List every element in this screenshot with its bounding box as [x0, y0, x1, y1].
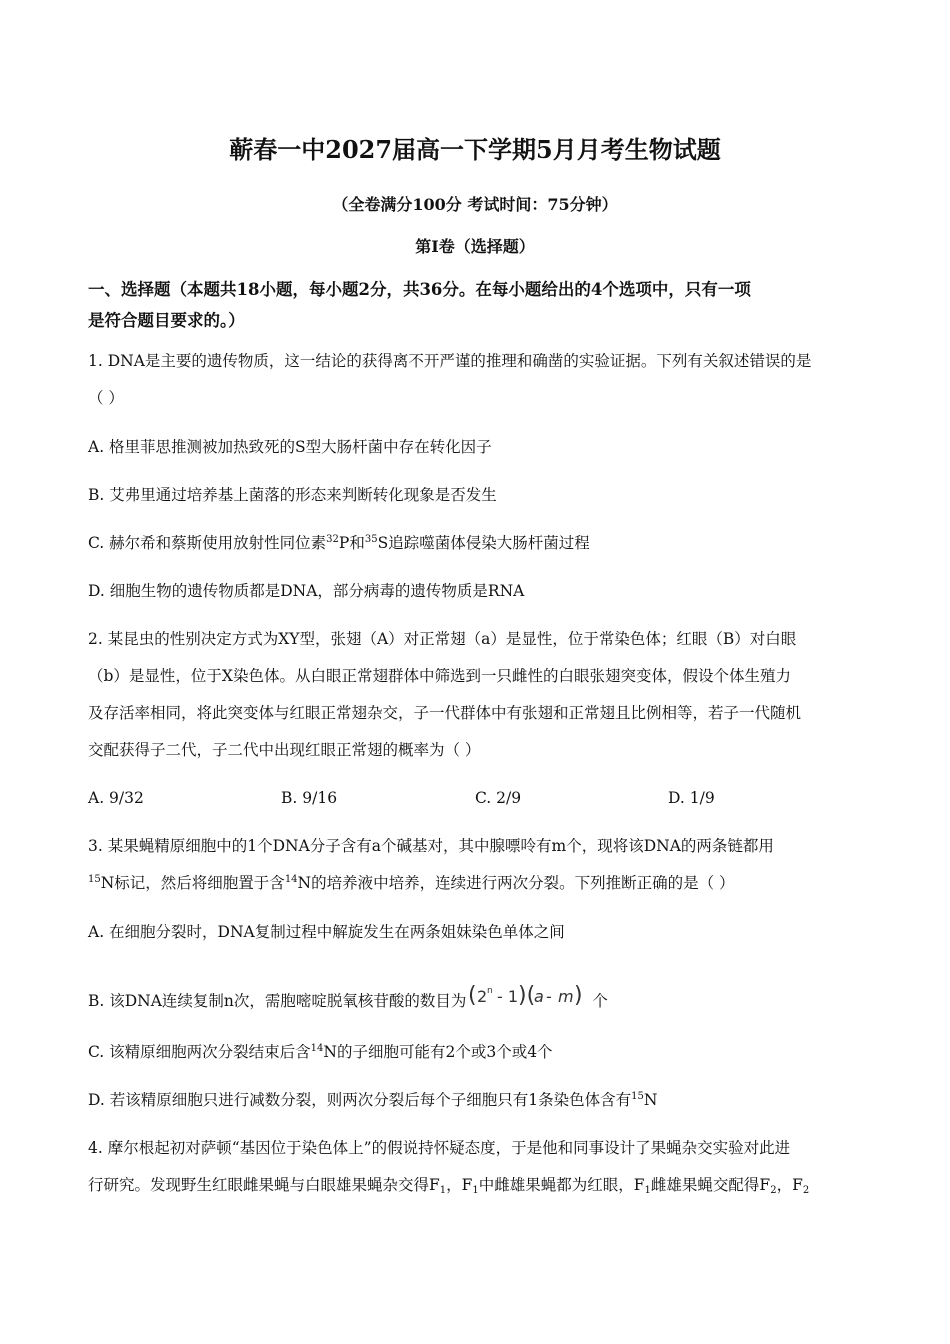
q2-option-d: D. 1/9 — [668, 789, 715, 807]
section-heading-line2: 是符合题目要求的。） — [88, 311, 245, 330]
q1-option-a: A. 格里菲思推测被加热致死的S型大肠杆菌中存在转化因子 — [88, 438, 492, 456]
exam-info: （全卷满分100分 考试时间：75分钟） — [332, 195, 618, 214]
q1-stem-line2: （ ） — [88, 389, 124, 407]
volume-heading: 第I卷（选择题） — [415, 237, 535, 256]
q3-stem-line2: $^{15}$N标记，然后将细胞置于含$^{14}$N的培养液中培养，连续进行两次分裂。下列推断正确的是（ ） — [88, 874, 735, 892]
svg-text:): ) — [574, 983, 584, 1008]
svg-text:a: a — [534, 987, 545, 1006]
q1-option-c: C. 赫尔希和蔡斯使用放射性同位素$^{32}$P和$^{35}$S追踪噬菌体侵染大肠杆菌过程 — [88, 534, 590, 552]
svg-text:(: ( — [468, 983, 478, 1008]
svg-text:-: - — [546, 987, 553, 1006]
page-title: 蕲春一中2027届高一下学期5月月考生物试题 — [229, 135, 721, 164]
svg-text:m: m — [558, 987, 575, 1006]
q2-stem-line1: 2. 某昆虫的性别决定方式为XY型，张翅（A）对正常翅（a）是显性，位于常染色体；红眼（B）对白眼 — [88, 630, 797, 648]
svg-text:)(: )( — [518, 983, 536, 1008]
q3-option-a: A. 在细胞分裂时，DNA复制过程中解旋发生在两条姐妹染色单体之间 — [88, 923, 565, 941]
q3-formula-image — [468, 982, 590, 1015]
q3-stem-line1: 3. 某果蝇精原细胞中的1个DNA分子含有a个碱基对，其中腺嘌呤有m个，现将该DNA的两条链都用 — [88, 837, 774, 855]
q1-option-b: B. 艾弗里通过培养基上菌落的形态来判断转化现象是否发生 — [88, 486, 497, 504]
q1-option-d: D. 细胞生物的遗传物质都是DNA，部分病毒的遗传物质是RNA — [88, 582, 525, 600]
q2-stem-line3: 及存活率相同，将此突变体与红眼正常翅杂交，子一代群体中有张翅和正常翅且比例相等，若子一代随机 — [88, 704, 802, 722]
q3-option-c: C. 该精原细胞两次分裂结束后含$^{14}$N的子细胞可能有2个或3个或4个 — [88, 1043, 553, 1061]
section-heading-line1: 一、选择题（本题共18小题，每小题2分，共36分。在每小题给出的4个选项中，只有一项 — [88, 280, 751, 299]
svg-text:n: n — [487, 986, 494, 996]
svg-text:- 1: - 1 — [497, 987, 519, 1006]
svg-text:2: 2 — [477, 987, 488, 1006]
q2-stem-line4: 交配获得子二代，子二代中出现红眼正常翅的概率为（ ） — [88, 741, 481, 759]
q3-option-b: B. 该DNA连续复制n次，需胞嘧啶脱氧核苷酸的数目为 ( 2 n - 1 )( a - m ) 个 — [88, 982, 608, 1015]
q2-option-a: A. 9/32 — [88, 789, 144, 807]
q4-stem-line1: 4. 摩尔根起初对萨顿“基因位于染色体上”的假说持怀疑态度，于是他和同事设计了果蝇杂交实验对此进 — [88, 1139, 791, 1157]
q2-stem-line2: （b）是显性，位于X染色体。从白眼正常翅群体中筛选到一只雌性的白眼张翅突变体，假设个体生殖力 — [88, 667, 791, 685]
q1-stem-line1: 1. DNA是主要的遗传物质，这一结论的获得离不开严谨的推理和确凿的实验证据。下列有关叙述错误的是 — [88, 352, 812, 370]
q2-option-b: B. 9/16 — [281, 789, 338, 807]
q3-option-d: D. 若该精原细胞只进行减数分裂，则两次分裂后每个子细胞只有1条染色体含有$^{15}$N — [88, 1091, 658, 1109]
q2-option-c: C. 2/9 — [475, 789, 522, 807]
q4-stem-line2: 行研究。发现野生红眼雌果蝇与白眼雄果蝇杂交得$F_1$，$F_1$中雌雄果蝇都为红眼，$F_1$雌雄果蝇交配得$F_2$，$F_2$ — [88, 1176, 810, 1196]
